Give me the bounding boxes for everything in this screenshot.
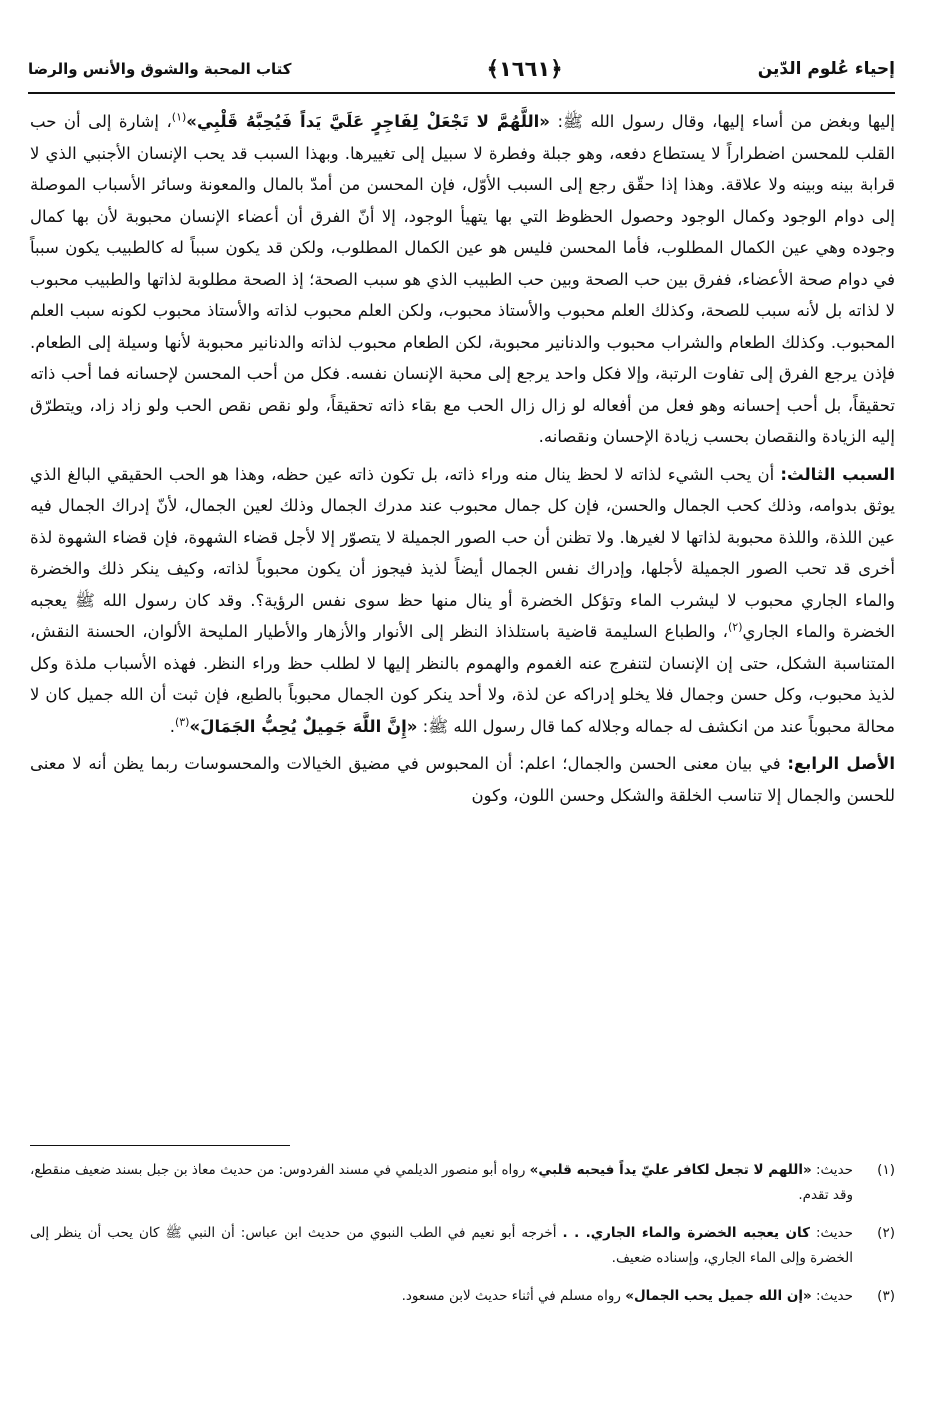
paragraph xyxy=(30,459,895,743)
footnote-ref: (٢) xyxy=(727,620,743,634)
paragraph xyxy=(30,748,895,811)
footnote-rest: رواه مسلم في أثناء حديث لابن مسعود. xyxy=(401,1288,626,1304)
footnote-ref: (٣) xyxy=(174,715,190,728)
section-heading: السبب الثالث: xyxy=(780,464,895,484)
footnote-ref: (١) xyxy=(171,110,187,124)
footnote-hadith: «اللهم لا تجعل لكافر عليّ يداً فيحبه قلبي» xyxy=(529,1162,812,1178)
text-run: إليها وبغض من أساء إليها، وقال رسول الله ﷺ: xyxy=(549,112,895,131)
footnote-hadith: كان يعجبه الخضرة والماء الجاري. . . xyxy=(562,1225,810,1241)
footnote-divider xyxy=(30,1145,290,1146)
chapter-title: كتاب المحبة والشوق والأنس والرضا xyxy=(28,60,292,78)
footnotes xyxy=(30,1158,895,1322)
footnote-text xyxy=(30,1284,853,1309)
text-run: . xyxy=(169,716,175,736)
footnote-number: (٣) xyxy=(877,1288,895,1304)
section-heading: الأصل الرابع: xyxy=(787,754,895,773)
footnote-prefix: حديث: xyxy=(811,1288,853,1304)
footnote-number: (١) xyxy=(877,1162,895,1178)
page-header xyxy=(28,46,895,94)
footnote-prefix: حديث: xyxy=(809,1225,853,1241)
footnote-text xyxy=(30,1158,853,1208)
hadith-quote: «اللَّهُمَّ لا تَجْعَلْ لِفَاجِرٍ عَلَيَّ يَداً فَيُحِبَّهُ قَلْبِي» xyxy=(186,112,550,131)
page-number: ﴿١٦٦١﴾ xyxy=(486,57,563,81)
footnote-number: (٢) xyxy=(877,1225,895,1241)
footnote-text xyxy=(30,1221,853,1271)
text-run: ، إشارة إلى أن حب القلب للمحسن اضطراراً لا يستطاع دفعه، وهو جبلة وفطرة لا سبيل إلى تغييرها. وبهذا السبب قد يحب الإنسان الأجنبي الذي لا قرابة بينه وبينه ولا علاقة. وهذا إذا حقّق رجع إلى السبب الأوّل، فإن المحسن من أمدّ بالمال والمعونة وسائر الأسباب الموصلة إلى دوام الوجود وكمال الوجود وحصول الحظوظ التي بها يتهيأ الوجود، إلا أنّ الفرق أن أعضاء الإنسان محبوبة لأن بها كمال وجوده وهي عين الكمال المطلوب، فأما المحسن فليس هو عين الكمال المطلوب، ولكن قد يكون سبباً له كالطبيب يكون سبباً في دوام صحة الأعضاء، ففرق بين حب الصحة وبين حب الطبيب الذي هو سبب الصحة؛ إذ الصحة مطلوبة لذاتها والطبيب محبوب لا لذاته بل لأنه سبب للصحة، وكذلك العلم محبوب والأستاذ محبوب، ولكن العلم محبوب لذاته والأستاذ محبوب لكونه سبب العلم المحبوب. وكذلك الطعام والشراب محبوب والدنانير محبوبة، لكن الطعام محبوب لذاته والدنانير محبوبة لأنها وسيلة إلى الطعام. فإذن يرجع الفرق إلى تفاوت الرتبة، وإلا فكل واحد يرجع إلى محبة الإنسان نفسه. فكل من أحب المحسن لإحسانه فما أحب ذاته تحقيقاً، بل أحب إحسانه وهو فعل من أفعاله لو زال زال الحب مع بقاء ذاته تحقيقاً، ولو نقص نقص الحب ولو زاد زاد، ويتطرّق إليه الزيادة والنقصان بحسب زيادة الإحسان ونقصانه. xyxy=(30,112,895,446)
footnote xyxy=(30,1158,895,1208)
text-run: في بيان معنى الحسن والجمال؛ اعلم: أن المحبوس في مضيق الخيالات والمحسوسات ربما يظن أنه لا معنى للحسن والجمال إلا تناسب الخلقة والشكل وحسن اللون، وكون xyxy=(30,754,895,805)
footnote xyxy=(30,1284,895,1309)
footnote-rest: أخرجه أبو نعيم في الطب النبوي من حديث ابن عباس: أن النبي ﷺ كان يحب أن ينظر إلى الخضرة وإلى الماء الجاري، وإسناده ضعيف. xyxy=(30,1225,853,1266)
footnote-hadith: «إن الله جميل يحب الجمال» xyxy=(625,1288,812,1304)
book-title: إحياء عُلوم الدّين xyxy=(757,59,895,79)
text-run: أن يحب الشيء لذاته لا لحظ ينال منه وراء ذاته، بل تكون ذاته عين حظه، وهذا هو الحب الحقيقي البالغ الذي يوثق بدوامه، وذلك كحب الجمال والحسن، فإن كل جمال محبوب عند مدرك الجمال وذلك لعين الجمال، لأنّ إدراك الجمال فيه عين اللذة، واللذة محبوبة لذاتها لا لغيرها. ولا تظنن أن حب الصور الجميلة لا يتصوّر إلا لأجل قضاء الشهوة، فإن قضاء الشهوة لذة أخرى قد تحب الصور الجميلة لأجلها، وإدراك نفس الجمال أيضاً لذيذ فيجوز أن يكون محبوباً لذاته، وكيف ينكر ذلك والخضرة والماء الجاري محبوب لا ليشرب الماء وتؤكل الخضرة أو ينال منها حظ سوى نفس الرؤية؟. وقد كان رسول الله ﷺ يعجبه الخضرة والماء الجاري xyxy=(30,464,895,641)
footnote xyxy=(30,1221,895,1271)
footnote-prefix: حديث: xyxy=(811,1162,853,1178)
main-text xyxy=(30,106,895,811)
paragraph xyxy=(30,106,895,453)
hadith-quote: «إِنَّ اللَّهَ جَمِيلٌ يُحِبُّ الجَمَالَ» xyxy=(189,716,418,736)
text-run: ، والطباع السليمة قاضية باستلذاذ النظر إلى الأنوار والأزهار والأطيار المليحة الألوان، الحسنة النقش، المتناسبة الشكل، حتى إن الإنسان لتنفرج عنه الغموم والهموم بالنظر إليها لا لطلب حظ وراء النظر. فهذه الأسباب ملذة وكل لذيذ محبوب، وكل حسن وجمال فلا يخلو إدراكه عن لذة، ولا أحد ينكر كون الجمال محبوباً بالطبع، فإن ثبت أن الله جميل كان لا محالة محبوباً عند من انكشف له جماله وجلاله كما قال رسول الله ﷺ: xyxy=(30,622,895,736)
footnote-rest: رواه أبو منصور الديلمي في مسند الفردوس: من حديث معاذ بن جبل بسند ضعيف منقطع، وقد تقدم. xyxy=(30,1162,853,1203)
